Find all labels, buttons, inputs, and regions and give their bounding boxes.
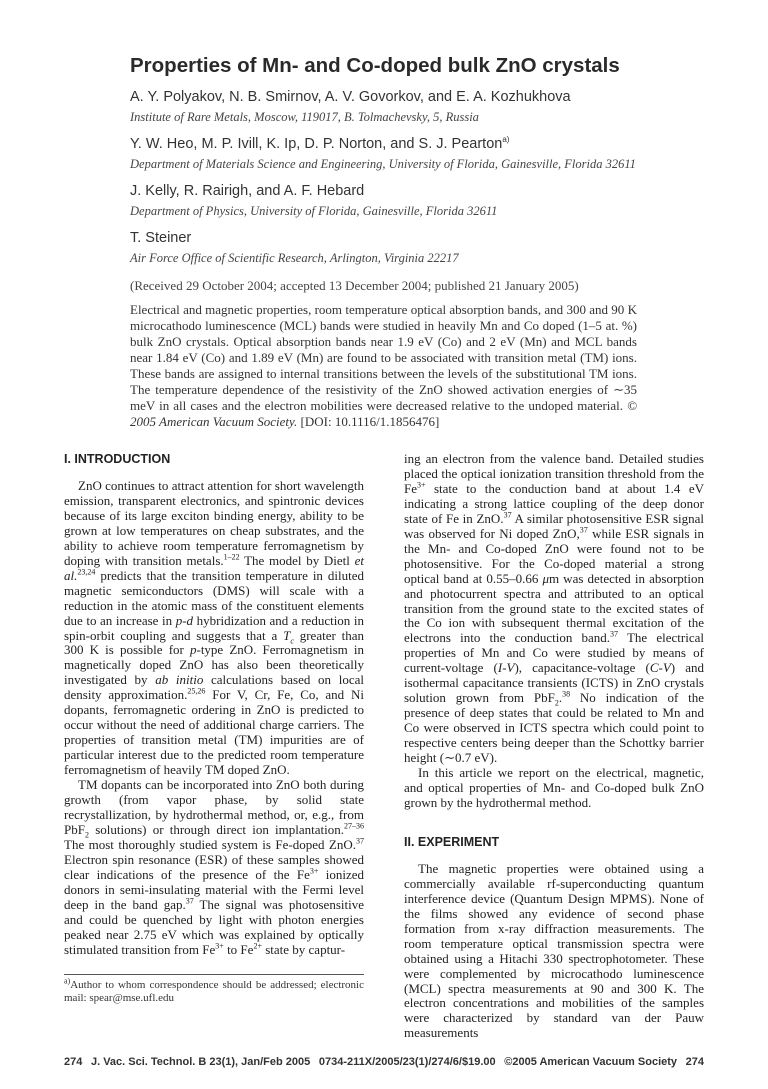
paper-title: Properties of Mn- and Co-doped bulk ZnO crystals	[130, 54, 620, 77]
section-heading: I. INTRODUCTION	[64, 452, 171, 466]
left-column	[64, 452, 364, 1041]
body-columns	[64, 452, 704, 1041]
article-code: 0734-211X/2005/23(1)/274/6/$19.00	[318, 1056, 496, 1069]
page-number: 274	[685, 1056, 704, 1069]
paragraph: In this article we report on the electrical, magnetic, and optical properties of Mn- and Co-doped bulk ZnO grown by the hydrothermal method.	[404, 765, 704, 810]
author-list: J. Kelly, R. Rairigh, and A. F. Hebard	[130, 183, 365, 199]
received-dates: (Received 29 October 2004; accepted 13 December 2004; published 21 January 2005)	[130, 278, 579, 293]
paragraph: ZnO continues to attract attention for short wavelength emission, transparent electronics, and spintronic devices because of its large exciton binding energy, ability to be grown at low temperatures on cheap substrates, and the ability to achieve room temperature ferromagnetism by doping with transition metals.$^{1-22}$ The model by Dietl et al.$^{23,24}$ predicts that the transition temperature in diluted magnetic semiconductors (DMS) will scale with a reduction in the atomic mass of the constituent elements due to an increase in p-d hybridization and a reduction in spin-orbit coupling and suggests that a $T_c$ greater than 300 K is possible for p-type ZnO. Ferromagnetism in magnetically doped ZnO has also been theoretically investigated by ab initio calculations based on local density approximation.$^{25,26}$ For V, Cr, Fe, Co, and Ni dopants, ferromagnetic ordering in ZnO is predicted to occur without the need of additional charge carriers. The properties of transition metal (TM) impurities are of particular interest due to the predicted room temperature ferromagnetism of heavily TM doped ZnO.	[64, 478, 365, 778]
right-column	[404, 452, 704, 1041]
author-list: Y. W. Heo, M. P. Ivill, K. Ip, D. P. Norton, and S. J. Pearton$^{a)}$	[130, 135, 510, 152]
paragraph: TM dopants can be incorporated into ZnO both during growth (from vapor phase, by solid state recrystallization, by hydrothermal method, or, e.g., from PbF$_2$ solutions) or through direct ion implantation.$^{27-36}$ The most thoroughly studied system is Fe-doped ZnO.$^{37}$ Electron spin resonance (ESR) of these samples showed clear indications of the presence of the $Fe^{3+}$ ionized donors in semi-insulating material with the Fermi level deep in the band gap.$^{37}$ The signal was photosensitive and could be quenched by light with photon energies peaked near 2.75 eV which was explained by optically stimulated transition from $Fe^{3+}$ to $Fe^{2+}$ state by captur-	[64, 777, 365, 957]
footnote: $^{a)}$Author to whom correspondence should be addressed; electronic mail: spear@mse.ufl.edu	[64, 974, 364, 1005]
page-footer	[64, 1055, 704, 1069]
journal-citation: J. Vac. Sci. Technol. B 23(1), Jan/Feb 2005	[90, 1056, 311, 1069]
paragraph: The magnetic properties were obtained using a commercially available rf-superconducting quantum interference device (Quantum Design MPMS). None of the films showed any evidence of second phase formation from x-ray diffraction measurements. The room temperature optical transmission spectra were obtained using a Hitachi 330 spectrophotometer. These were complemented by microcathodo luminescence (MCL) spectra measurements at 90 and 300 K. The electron concentrations and mobilities of the samples were characterized by standard van der Pauw measurements	[404, 860, 704, 1041]
page-number: 274	[64, 1056, 83, 1069]
affiliation: Air Force Office of Scientific Research, Arlington, Virginia 22217	[130, 251, 459, 265]
author-list: T. Steiner	[130, 230, 192, 246]
affiliation: Department of Physics, University of Florida, Gainesville, Florida 32611	[130, 204, 498, 218]
affiliation: Institute of Rare Metals, Moscow, 119017, B. Tolmachevsky, 5, Russia	[130, 110, 479, 124]
abstract: Electrical and magnetic properties, room temperature optical absorption bands, and 300 and 90 K microcathodo luminescence (MCL) bands were studied in heavily Mn and Co doped (1–5 at. %) bulk ZnO crystals. Optical absorption bands near 1.9 eV (Co) and 2 eV (Mn) and MCL bands near 1.84 eV (Co) and 1.89 eV (Mn) are found to be associated with transition metal (TM) ions. These bands are assigned to internal transitions between the levels of the substitutional TM ions. The temperature dependence of the resistivity of the ZnO showed activation energies of ∼35 meV in all cases and the electron mobilities were decreased relative to the undoped material. © 2005 American Vacuum Society. [DOI: 10.1116/1.1856476]	[130, 302, 637, 429]
author-list: A. Y. Polyakov, N. B. Smirnov, A. V. Govorkov, and E. A. Kozhukhova	[130, 89, 571, 105]
paragraph: ing an electron from the valence band. Detailed studies placed the optical ionization transition threshold from the $Fe^{3+}$ state to the conduction band at about 1.4 eV indicating a strong lattice coupling of the deep donor state of Fe in ZnO.$^{37}$ A similar photosensitive ESR signal was observed for Ni doped ZnO,$^{37}$ while ESR signals in the Mn- and Co-doped ZnO were found not to be photosensitive. For the Co-doped material a strong optical band at 0.55–0.66 μm was detected in absorption and photocurrent spectra and attributed to an optical transition from the ground state to the excited states of the Co ion with subsequent thermal excitation of the electrons into the conduction band.$^{37}$ The electrical properties of Mn and Co were studied by means of current-voltage (I-V), capacitance-voltage (C-V) and isothermal capacitance transients (ICTS) in ZnO crystals solution grown from PbF$_2$.$^{38}$ No indication of the presence of deep states that could be related to Mn and Co were observed in ICTS spectra which could point to respective centers being deeper than the Schottky barrier height (∼0.7 eV).	[404, 451, 705, 766]
paper-header	[130, 54, 640, 430]
affiliation: Department of Materials Science and Engineering, University of Florida, Gainesville, Florida 32611	[130, 157, 636, 171]
section-heading: II. EXPERIMENT	[404, 834, 500, 849]
copyright: ©2005 American Vacuum Society	[504, 1056, 678, 1069]
